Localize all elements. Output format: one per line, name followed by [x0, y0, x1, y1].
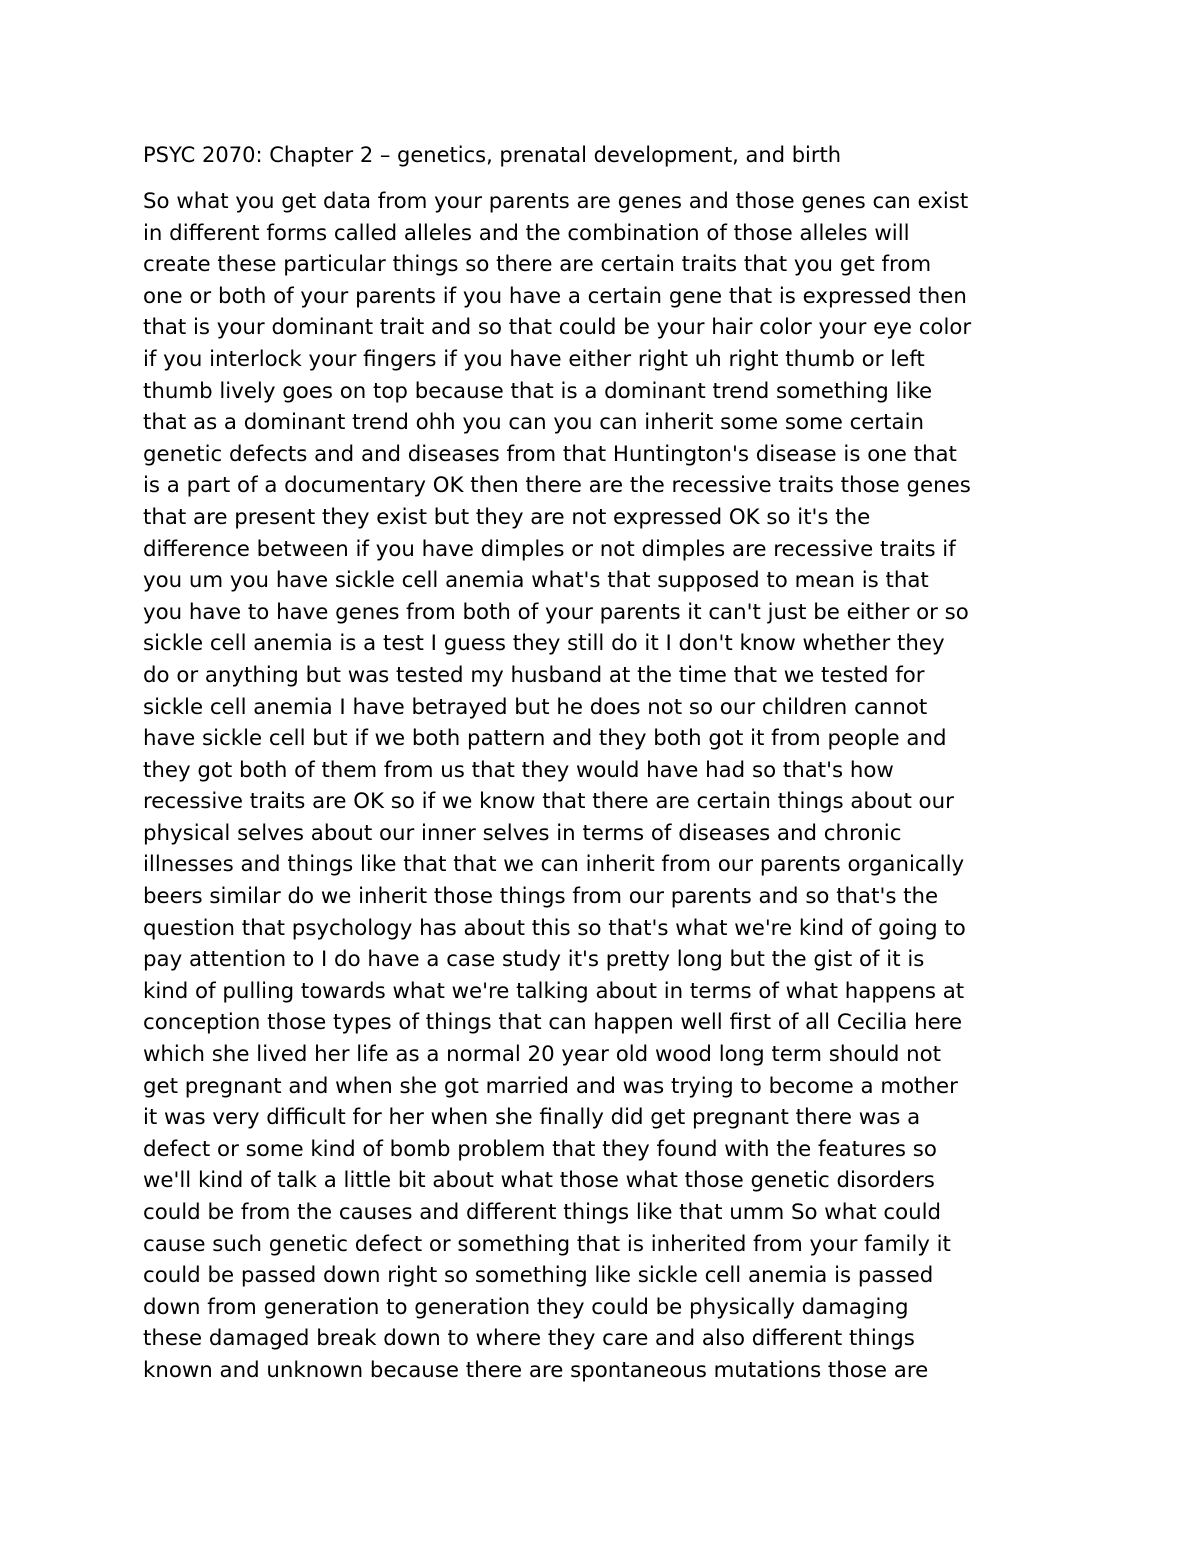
- body-line: that is your dominant trait and so that could be your hair color your eye color: [143, 315, 972, 341]
- body-line: one or both of your parents if you have a certain gene that is expressed then: [143, 283, 967, 309]
- body-line: sickle cell anemia I have betrayed but he does not so our children cannot: [143, 694, 928, 720]
- body-line: known and unknown because there are spontaneous mutations those are: [143, 1357, 929, 1383]
- body-line: get pregnant and when she got married and was trying to become a mother: [143, 1073, 958, 1099]
- document-title: PSYC 2070: Chapter 2 – genetics, prenatal development, and birth: [143, 143, 842, 167]
- body-line: have sickle cell but if we both pattern and they both got it from people and: [143, 726, 947, 752]
- body-line: could be from the causes and different things like that umm So what could: [143, 1200, 942, 1225]
- body-line: question that psychology has about this so that's what we're kind of going to: [143, 915, 966, 941]
- body-line: we'll kind of talk a little bit about what those what those genetic disorders: [143, 1168, 935, 1194]
- body-line: physical selves about our inner selves in terms of diseases and chronic: [143, 820, 902, 846]
- body-line: conception those types of things that can happen well first of all Cecilia here: [143, 1010, 963, 1036]
- body-line: down from generation to generation they could be physically damaging: [143, 1294, 909, 1320]
- body-line: in different forms called alleles and the combination of those alleles will: [143, 220, 910, 246]
- body-line: beers similar do we inherit those things from our parents and so that's the: [143, 884, 939, 910]
- body-line: sickle cell anemia is a test I guess they still do it I don't know whether they: [143, 631, 945, 657]
- body-line: is a part of a documentary OK then there are the recessive traits those genes: [143, 473, 971, 499]
- body-line: these damaged break down to where they care and also different things: [143, 1326, 915, 1352]
- body-line: if you interlock your fingers if you have either right uh right thumb or left: [143, 346, 925, 372]
- body-line: you have to have genes from both of your parents it can't just be either or so: [143, 599, 969, 625]
- body-line: which she lived her life as a normal 20 year old wood long term should not: [143, 1042, 941, 1068]
- body-line: pay attention to I do have a case study it's pretty long but the gist of it is: [143, 947, 925, 973]
- body-line: So what you get data from your parents are genes and those genes can exist: [143, 189, 969, 214]
- body-line: thumb lively goes on top because that is a dominant trend something like: [143, 378, 933, 404]
- body-line: recessive traits are OK so if we know that there are certain things about our: [143, 789, 954, 815]
- document-body: [143, 186, 1103, 1387]
- body-line: that as a dominant trend ohh you can you can inherit some some certain: [143, 410, 924, 436]
- body-line: you um you have sickle cell anemia what's that supposed to mean is that: [143, 568, 929, 594]
- body-line: defect or some kind of bomb problem that they found with the features so: [143, 1136, 937, 1162]
- body-line: illnesses and things like that that we can inherit from our parents organically: [143, 852, 965, 878]
- body-line: create these particular things so there are certain traits that you get from: [143, 252, 932, 278]
- body-line: could be passed down right so something like sickle cell anemia is passed: [143, 1263, 934, 1289]
- body-line: they got both of them from us that they would have had so that's how: [143, 757, 894, 783]
- body-line: it was very difficult for her when she finally did get pregnant there was a: [143, 1105, 921, 1131]
- body-line: kind of pulling towards what we're talking about in terms of what happens at: [143, 978, 965, 1004]
- body-line: that are present they exist but they are not expressed OK so it's the: [143, 504, 871, 530]
- body-line: cause such genetic defect or something that is inherited from your family it: [143, 1231, 951, 1257]
- body-line: do or anything but was tested my husband at the time that we tested for: [143, 662, 925, 688]
- body-line: difference between if you have dimples or not dimples are recessive traits if: [143, 536, 956, 562]
- body-line: genetic defects and and diseases from that Huntington's disease is one that: [143, 441, 957, 467]
